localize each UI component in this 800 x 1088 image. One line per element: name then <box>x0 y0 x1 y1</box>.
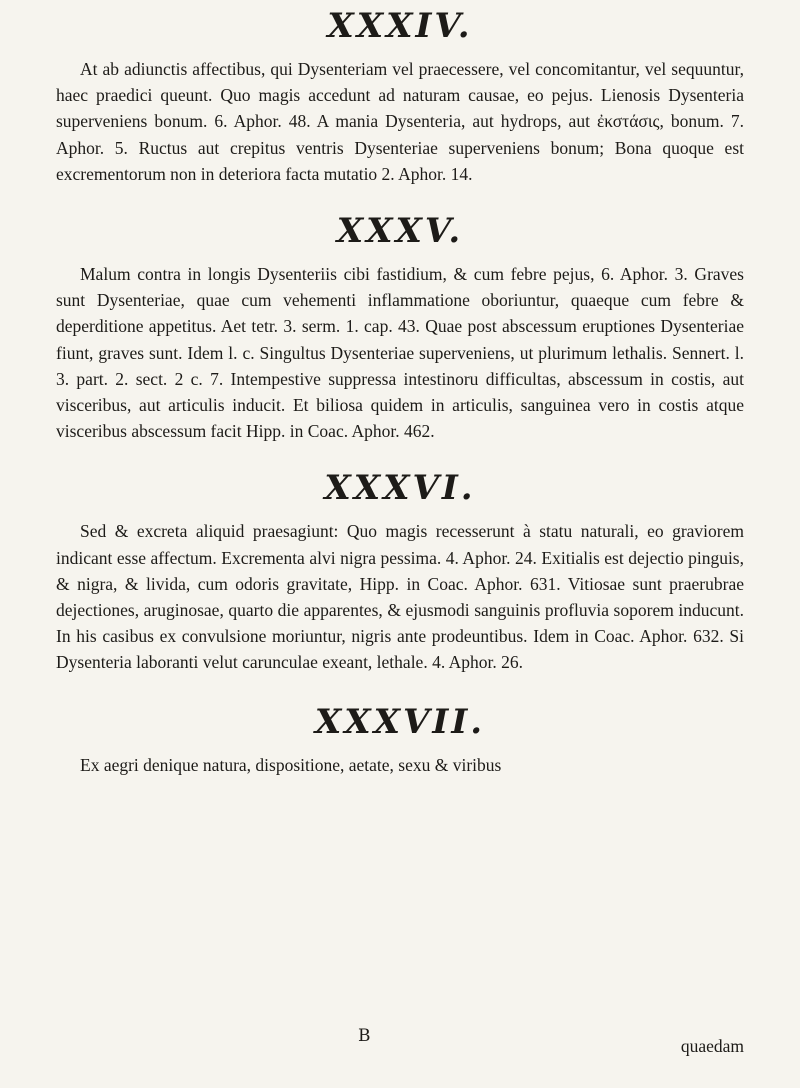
section-paragraph: Sed & excreta aliquid praesagiunt: Quo magis recesserunt à statu naturali, eo graviorem indicant esse affectum. Excrementa alvi nigra pessima. 4. Aphor. 24. Exitialis est dejectio pinguis, & nigra, & livida, cum odoris gravitate, Hipp. in Coac. Aphor. 631. Vitiosae sunt praerubrae dejectiones, aruginosae, quarto die apparentes, & ejusmodi sanguinis profluvia soporem inducunt. In his casibus ex convulsione moriuntur, nigris ante prodeuntibus. Idem in Coac. Aphor. 632. Si Dysenteria laboranti velut carunculae exeant, lethale. 4. Aphor. 26. <box>56 521 744 673</box>
section-heading: XXXV. <box>336 211 464 252</box>
section-37 <box>0 676 800 778</box>
section-36 <box>0 444 800 675</box>
catchword: quaedam <box>680 1036 744 1056</box>
section-heading: XXXIV. <box>327 6 473 46</box>
section-35 <box>0 187 800 444</box>
page-footer <box>56 1026 744 1066</box>
section-34 <box>0 0 800 187</box>
section-heading: XXXVII. <box>314 701 486 742</box>
section-paragraph: Ex aegri denique natura, dispositione, aetate, sexu & viribus <box>80 754 502 775</box>
signature-mark: B <box>358 1026 371 1046</box>
section-paragraph: Malum contra in longis Dysenteriis cibi fastidium, & cum febre pejus, 6. Aphor. 3. Graves sunt Dysenteriae, quae cum vehementi inflammatione oboriuntur, quaeque cum febre & deperditione appetitus. Aet tetr. 3. serm. 1. cap. 43. Quae post abscessum eruptiones Dysenteriae fiunt, graves sunt. Idem l. c. Singultus Dysenteriae superveniens, ut plurimum lethalis. Sennert. l. 3. part. 2. sect. 2 c. 7. Intempestive suppressa intestinoru difficultas, abscessum in costis, aut visceribus, aut articulis inducit. Et biliosa quidem in articulis, sanguinea vero in costis atque visceribus abscessum facit Hipp. in Coac. Aphor. 462. <box>56 264 744 442</box>
section-heading: XXXVI. <box>324 468 476 509</box>
section-paragraph: At ab adiunctis affectibus, qui Dysenteriam vel praecessere, vel concomitantur, vel sequuntur, haec praedici queunt. Quo magis accedunt ad naturam causae, eo pejus. Lienosis Dysenteria superveniens bonum. 6. Aphor. 48. A mania Dysenteria, aut hydrops, aut ἐκστάσις, bonum. 7. Aphor. 5. Ructus aut crepitus ventris Dysenteriae superveniens bonum; Bona quoque est excrementorum non in deteriora facta mutatio 2. Aphor. 14. <box>56 59 744 184</box>
